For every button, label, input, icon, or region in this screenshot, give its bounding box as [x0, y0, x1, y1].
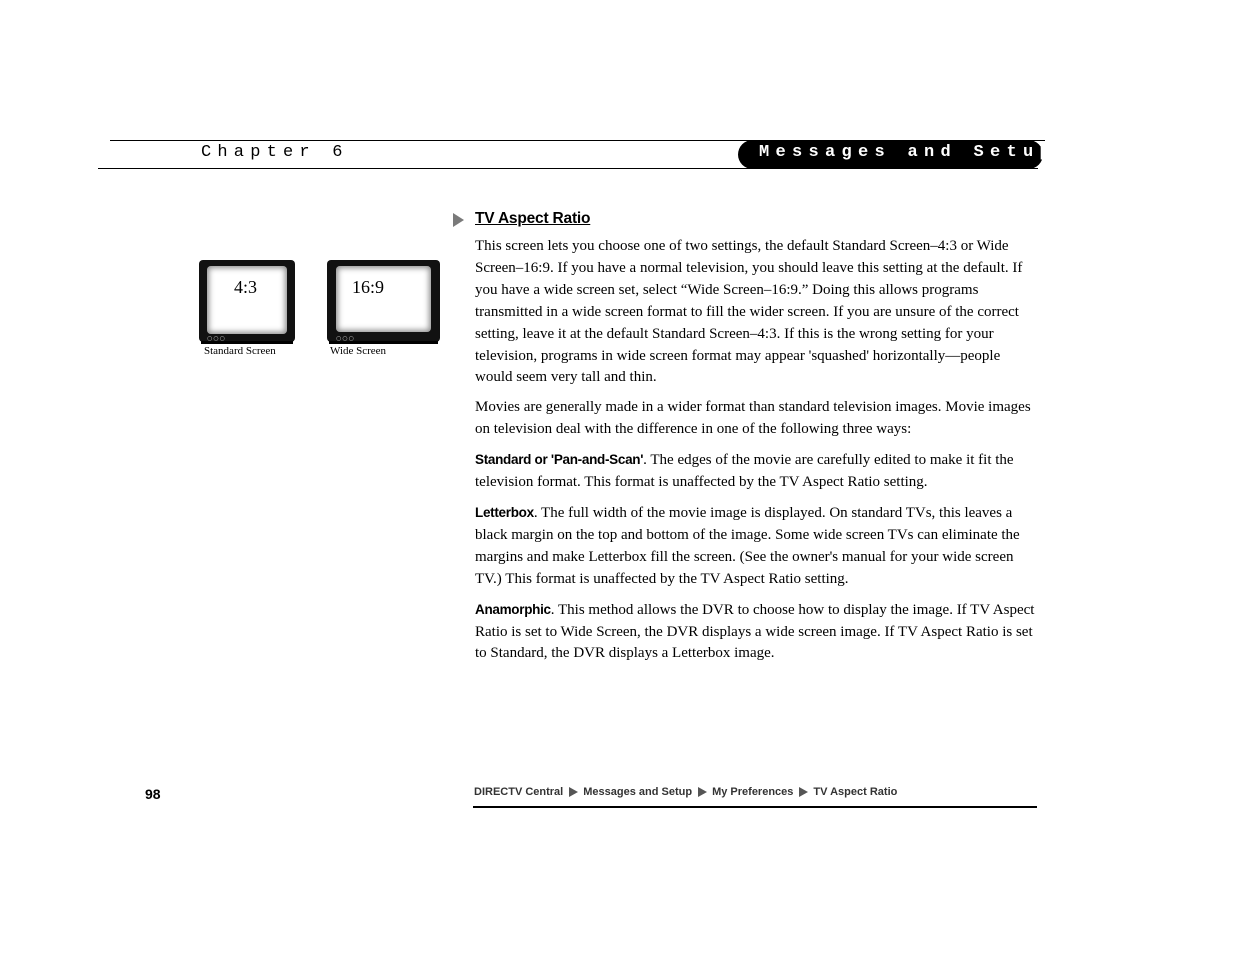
movies-intro-paragraph: Movies are generally made in a wider format than standard television images. Movie images on television deal with the difference in one of the following three ways: — [475, 399, 1031, 438]
page-number: 98 — [145, 786, 161, 802]
section-title: TV Aspect Ratio — [475, 210, 591, 227]
chapter-label: Chapter 6 — [201, 143, 349, 162]
wide-screen-caption: Wide Screen — [330, 345, 387, 357]
section-label: Messages and Setup — [759, 143, 1057, 162]
format-term: Anamorphic — [475, 601, 551, 617]
format-description: . The edges of the movie are carefully edited to make it fit the television format. This format is unaffected by the TV Aspect Ratio setting. — [475, 452, 1014, 491]
breadcrumb-arrow-icon — [698, 787, 707, 797]
format-paragraph-pan-and-scan — [475, 449, 1037, 494]
standard-tv-illustration — [199, 260, 295, 344]
tv-knobs-icon: ○○○ — [207, 335, 226, 342]
breadcrumb-item: DIRECTV Central — [474, 786, 564, 798]
breadcrumb-item: Messages and Setup — [583, 786, 693, 798]
format-term: Letterbox — [475, 504, 534, 520]
wide-tv-illustration — [327, 260, 440, 344]
section-bullet-icon — [453, 213, 464, 227]
breadcrumb-item: My Preferences — [712, 786, 794, 798]
format-description: . This method allows the DVR to choose how to display the image. If TV Aspect Ratio is set to Wide Screen, the DVR displays a wide screen image. If TV Aspect Ratio is set to Standard, the DVR displays a Letterbox image. — [475, 601, 1035, 662]
tv-screen — [336, 266, 431, 332]
format-paragraph-letterbox — [475, 502, 1037, 591]
aspect-ratio-label: 4:3 — [234, 277, 258, 297]
breadcrumb — [474, 786, 897, 798]
format-description: . The full width of the movie image is displayed. On standard TVs, this leaves a black margin on the top and bottom of the image. Some wide screen TVs can eliminate the margins and make Letterbox fill the screen. (See the owner's manual for your wide screen TV.) This format is unaffected by the TV Aspect Ratio setting. — [475, 504, 1020, 587]
aspect-ratio-label: 16:9 — [352, 277, 385, 297]
format-term: Standard or 'Pan-and-Scan' — [475, 452, 644, 468]
tv-knobs-icon: ○○○ — [336, 335, 355, 342]
standard-screen-caption: Standard Screen — [204, 345, 276, 357]
footer-rule — [473, 806, 1037, 808]
format-paragraph-anamorphic — [475, 599, 1037, 666]
breadcrumb-item: TV Aspect Ratio — [813, 786, 898, 798]
breadcrumb-arrow-icon — [799, 787, 808, 797]
breadcrumb-arrow-icon — [569, 787, 578, 797]
section-body — [475, 236, 1037, 673]
intro-paragraph: This screen lets you choose one of two settings, the default Standard Screen–4:3 or Wide Screen–16:9. If you have a normal television, you should leave this setting at the default. If you have a wide screen set, select “Wide Screen–16:9.” Doing this allows programs transmitted in a wide screen format to fill the wider screen. If you are unsure of the correct setting, leave it at the default Standard Screen–4:3. If this is the wrong setting for your television, programs in wide screen format may appear 'squashed' horizontally—people would seem very tall and thin. — [475, 238, 1023, 386]
